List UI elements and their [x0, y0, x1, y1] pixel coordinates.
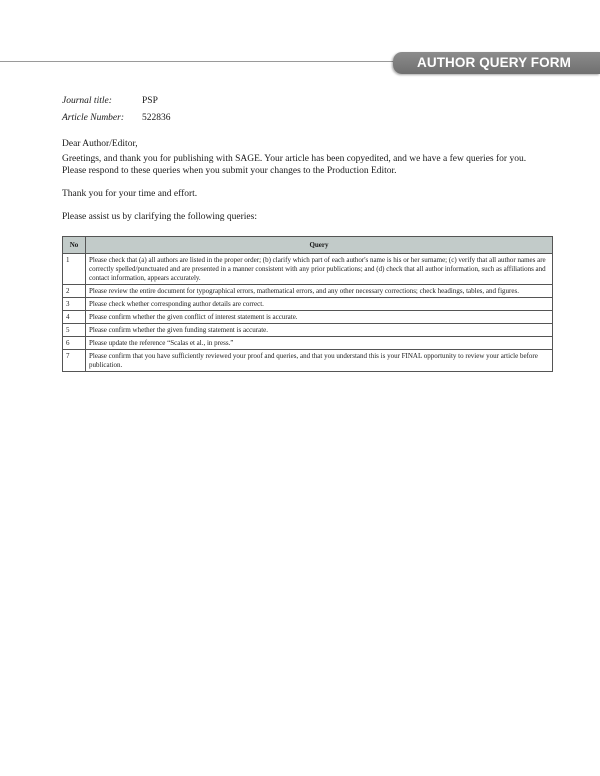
form-title: AUTHOR QUERY FORM	[417, 55, 571, 70]
query-number: 1	[63, 254, 86, 285]
query-text: Please review the entire document for typographical errors, mathematical errors, and any other necessary corrections; check headings, tables, and figures.	[86, 285, 553, 298]
article-number-label: Article Number:	[62, 113, 125, 123]
query-number: 5	[63, 324, 86, 337]
query-number: 4	[63, 311, 86, 324]
query-text: Please update the reference “Scalas et al., in press.”	[86, 337, 553, 350]
greeting-paragraph: Greetings, and thank you for publishing with SAGE. Your article has been copyedited, and we have a few queries for you. Please respond to these queries when you submit your changes to the Production Editor.	[62, 154, 527, 176]
table-row	[63, 350, 553, 372]
query-number: 2	[63, 285, 86, 298]
table-row	[63, 254, 553, 285]
assist-paragraph: Please assist us by clarifying the following queries:	[62, 212, 257, 222]
table-row	[63, 337, 553, 350]
table-row	[63, 311, 553, 324]
form-banner	[393, 52, 600, 74]
table-row	[63, 324, 553, 337]
query-text: Please check that (a) all authors are listed in the proper order; (b) clarify which part of each author's name is his or her surname; (c) verify that all author names are correctly spelled/punctuated and are presented in a manner consistent with any prior publications; and (d) check that all author information, such as affiliations and contact information, appears accurately.	[86, 254, 553, 285]
table-row	[63, 285, 553, 298]
query-text: Please confirm whether the given funding statement is accurate.	[86, 324, 553, 337]
query-text: Please confirm whether the given conflict of interest statement is accurate.	[86, 311, 553, 324]
query-text: Please confirm that you have sufficiently reviewed your proof and queries, and that you understand this is your FINAL opportunity to review your article before publication.	[86, 350, 553, 372]
journal-title-value: PSP	[142, 96, 158, 106]
thanks-paragraph: Thank you for your time and effort.	[62, 189, 198, 199]
query-number: 3	[63, 298, 86, 311]
column-header-no: No	[63, 237, 86, 254]
article-number-value: 522836	[142, 113, 171, 123]
query-number: 6	[63, 337, 86, 350]
salutation: Dear Author/Editor,	[62, 139, 138, 149]
article-number-row	[62, 112, 171, 124]
column-header-query: Query	[86, 237, 553, 254]
journal-title-row	[62, 95, 158, 107]
query-table-header	[63, 237, 553, 254]
journal-title-label: Journal title:	[62, 96, 112, 106]
query-table	[62, 236, 553, 372]
query-text: Please check whether corresponding author details are correct.	[86, 298, 553, 311]
query-number: 7	[63, 350, 86, 372]
table-row	[63, 298, 553, 311]
